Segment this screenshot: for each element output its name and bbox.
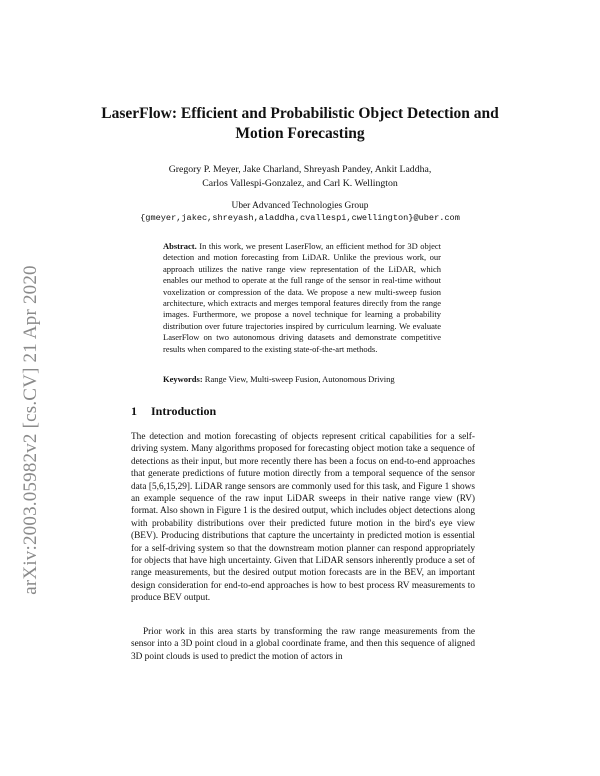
section-heading-introduction <box>131 404 216 419</box>
intro-paragraph-1: The detection and motion forecasting of objects represent critical capabilities for a self-driving system. Many algorithms proposed for forecasting object motion take a sequence of detections as their input, but more recently there has been a focus on end-to-end approaches that generate predictions of future motion directly from a temporal sequence of the sensor data [5,6,15,29]. LiDAR range sensors are commonly used for this task, and Figure 1 shows an example sequence of the raw input LiDAR sweeps in their native range view (RV) format. Also shown in Figure 1 is the desired output, which includes object detections along with probability distributions over their predicted future motion in the bird's eye view (BEV). Producing distributions that capture the uncertainty in predicted motion is essential for a self-driving system so that the downstream motion planner can respond appropriately for objects that have high uncertainty. Given that LiDAR sensors inherently produce a set of range measurements, but the desired output motion forecasts are in the BEV, an important design consideration for end-to-end approaches is how to best process RV measurements to produce BEV output. <box>131 432 475 604</box>
abstract-label: Abstract. <box>163 241 197 251</box>
author-emails: {gmeyer,jakec,shreyash,aladdha,cvallespi,cwellington}@uber.com <box>140 213 460 223</box>
author-list <box>120 163 480 191</box>
authors-line-1: Gregory P. Meyer, Jake Charland, Shreyash Pandey, Ankit Laddha, <box>168 164 432 175</box>
arxiv-identifier-text: arXiv:2003.05982v2 [cs.CV] 21 Apr 2020 <box>20 265 42 595</box>
keywords <box>163 374 441 385</box>
intro-paragraph-2: Prior work in this area starts by transforming the raw range measurements from the sensor into a 3D point cloud in a global coordinate frame, and then this sequence of aligned 3D point clouds is used to predict the motion of actors in <box>131 627 475 662</box>
affiliation: Uber Advanced Technologies Group <box>231 201 369 211</box>
section-number: 1 <box>131 404 137 418</box>
keywords-text: Range View, Multi-sweep Fusion, Autonomous Driving <box>204 374 395 384</box>
abstract-text: In this work, we present LaserFlow, an efficient method for 3D object detection and motion forecasting from LiDAR. Unlike the previous work, our approach utilizes the native range view representation of the LiDAR, which enables our method to operate at the full range of the sensor in real-time without voxelization or compression of the data. We propose a new multi-sweep fusion architecture, which extracts and merges temporal features directly from the range images. Furthermore, we propose a novel technique for learning a probability distribution over future trajectories inspired by curriculum learning. We evaluate LaserFlow on two autonomous driving datasets and demonstrate competitive results when compared to the existing state-of-the-art methods. <box>163 241 441 354</box>
keywords-label: Keywords: <box>163 374 203 384</box>
arxiv-identifier-stamp <box>16 200 46 660</box>
paper-title: LaserFlow: Efficient and Probabilistic Object Detection and Motion Forecasting <box>101 105 499 142</box>
abstract <box>163 241 441 355</box>
section-title: Introduction <box>151 404 217 418</box>
authors-line-2: Carlos Vallespi-Gonzalez, and Carl K. Wellington <box>202 178 398 189</box>
